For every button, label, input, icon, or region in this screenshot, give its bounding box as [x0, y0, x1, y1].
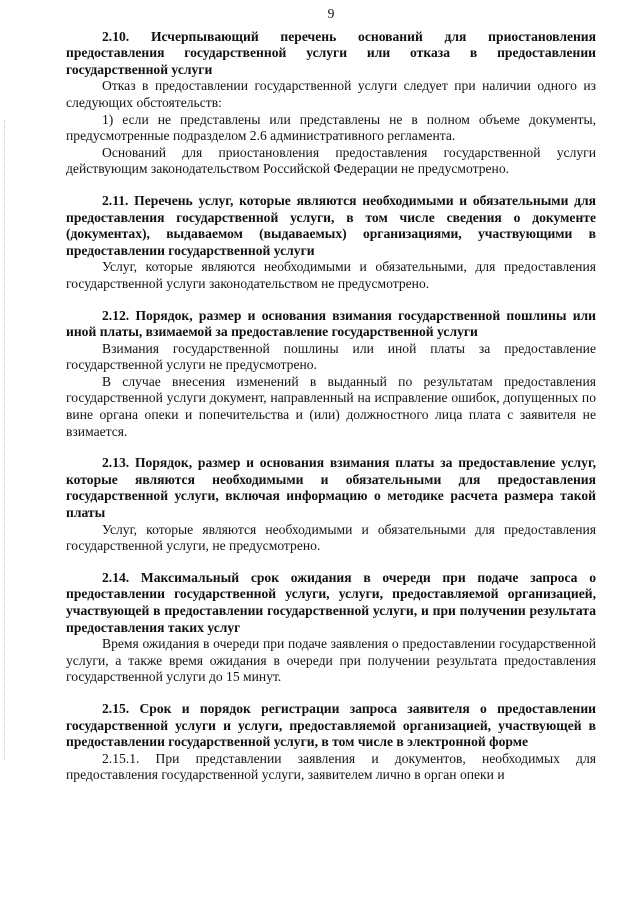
section-2-11: [66, 193, 596, 293]
scan-margin-line: [4, 120, 6, 760]
section-2-15: [66, 701, 596, 784]
paragraph: Время ожидания в очереди при подаче заявления о предоставлении государственной услуги, а также время ожидания в очереди при получении результата предоставления государственной услуги до 15 минут.: [66, 636, 596, 685]
paragraph: Услуг, которые являются необходимыми и обязательными для предоставления государственной услуги, не предусмотрено.: [66, 521, 596, 554]
paragraph: Отказ в предоставлении государственной услуги следует при наличии одного из следующих обстоятельств:: [66, 78, 596, 110]
paragraph: В случае внесения изменений в выданный по результатам предоставления государственной услуги документ, направленный на исправление ошибок, допущенных по вине органа опеки и попечительства и (или) должностного лица плата с заявителя не взимается.: [66, 373, 596, 439]
section-heading: 2.10. Исчерпывающий перечень оснований для приостановления предоставления государственной услуги или отказа в предоставлении государственной услуги: [66, 28, 596, 77]
page-number: 9: [327, 6, 335, 21]
section-heading: 2.11. Перечень услуг, которые являются необходимыми и обязательными для предоставления государственной услуги, в том числе сведения о документе (документах), выдаваемом (выдаваемых) организациями, участвующими в предоставлении государственной услуги: [66, 192, 596, 258]
paragraph: Взимания государственной пошлины или иной платы за предоставление государственной услуги не предусмотрено.: [66, 340, 596, 373]
document-page: [66, 6, 596, 799]
section-heading: 2.12. Порядок, размер и основания взимания государственной пошлины или иной платы, взимаемой за предоставление государственной услуги: [66, 307, 596, 340]
paragraph: 1) если не представлены или представлены не в полном объеме документы, предусмотренные подразделом 2.6 административного регламента.: [66, 111, 596, 144]
section-heading: 2.13. Порядок, размер и основания взимания платы за предоставление услуг, которые являются необходимыми и обязательными для предоставления государственной услуги, включая информацию о методике расчета размера такой платы: [66, 455, 596, 521]
section-2-10: [66, 29, 596, 178]
paragraph: Услуг, которые являются необходимыми и обязательными, для предоставления государственной услуги законодательством не предусмотрено.: [66, 259, 596, 291]
paragraph: Оснований для приостановления предоставления государственной услуги действующим законодательством Российской Федерации не предусмотрено.: [66, 144, 596, 177]
section-2-14: [66, 570, 596, 686]
section-heading: 2.14. Максимальный срок ожидания в очереди при подаче запроса о предоставлении государственной услуги, услуги, предоставляемой организацией, участвующей в предоставлении государственной услуги, и при получении результата предоставления таких услуг: [66, 569, 596, 635]
section-2-13: [66, 455, 596, 555]
section-heading: 2.15. Срок и порядок регистрации запроса заявителя о предоставлении государственной услуги и услуги, предоставляемой организацией, участвующей в предоставлении государственной услуги, в том числе в электронной форме: [66, 700, 596, 750]
paragraph: 2.15.1. При представлении заявления и документов, необходимых для предоставления государственной услуги, заявителем лично в орган опеки и: [66, 750, 596, 783]
section-2-12: [66, 308, 596, 441]
